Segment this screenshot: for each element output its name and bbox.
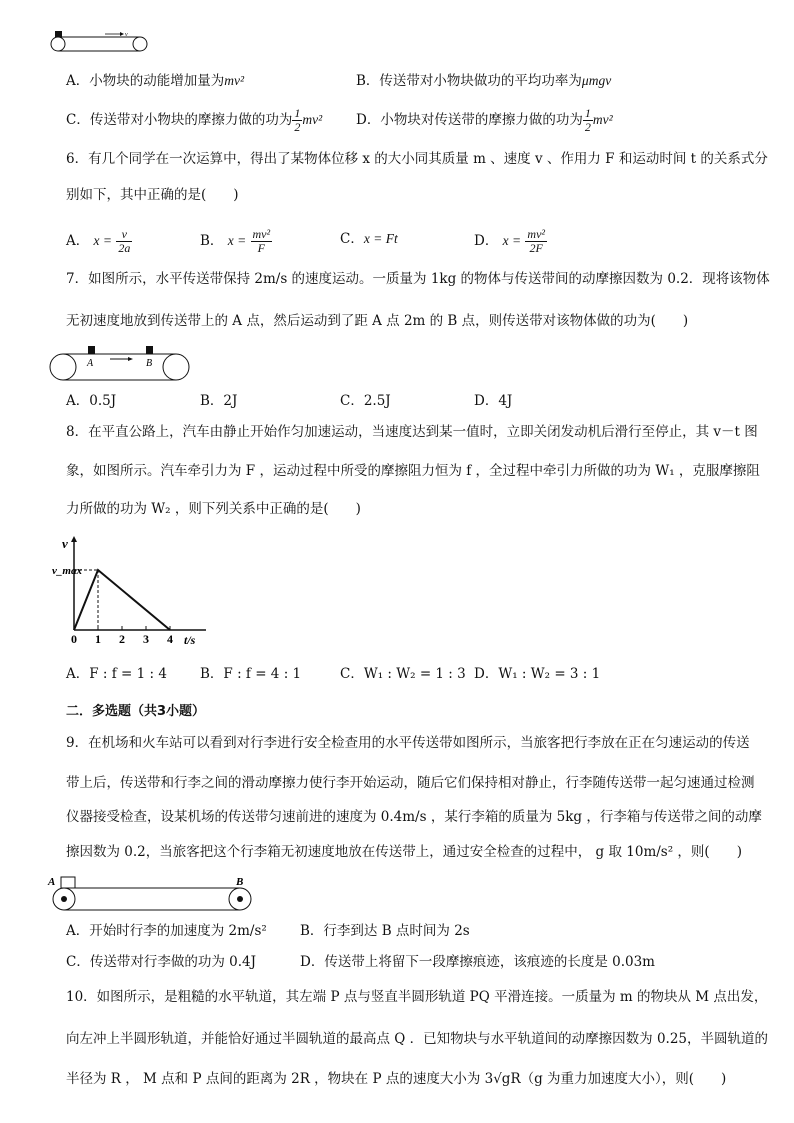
q8-option-b: B．F : f = 4 : 1 — [200, 666, 302, 682]
q6-option-d: D． x = $\frac{\text{mv²}}{2F}$ — [474, 227, 545, 255]
q9-conveyor-figure — [48, 874, 258, 914]
q10-line-3: 半径为 R ， M 点和 P 点间的距离为 2R ，物块在 P 点的速度大小为 3√gR（g 为重力加速度大小），则( ) — [66, 1071, 727, 1087]
y-axis-label: v — [62, 536, 68, 551]
q7-line-2: 无初速度地放到传送带上的 A 点，然后运动到了距 A 点 2m 的 B 点，则传送带对该物体做的功为( ) — [66, 313, 689, 329]
q10-line-2: 向左冲上半圆形轨道，并能恰好通过半圆轨道的最高点 Q ．已知物块与水平轨道间的动摩擦因数为 0.25，半圆轨道的 — [66, 1031, 768, 1047]
q8-option-c: C．W₁ : W₂ = 1 : 3 — [340, 666, 466, 682]
q7-option-b: B．2J — [200, 393, 238, 409]
q5-option-d: D．小物块对传送带的摩擦力做的功为 $\frac{1}{2}$ mv² — [356, 106, 613, 134]
q8-vt-chart — [52, 534, 216, 649]
y-axis-arrow — [71, 536, 77, 542]
q9-option-b: B．行李到达 B 点时间为 2s — [300, 923, 470, 939]
q9-fig-label-b: B — [236, 876, 244, 888]
q10-line-1: 10．如图所示，是粗糙的水平轨道，其左端 P 点与竖直半圆形轨道 PQ 平滑连接。一质量为 m 的物块从 M 点出发， — [66, 989, 768, 1005]
q6-line-1: 6．有几个同学在一次运算中，得出了某物体位移 x 的大小同其质量 m 、速度 v 、作用力 F 和运动时间 t 的关系式分 — [66, 151, 768, 167]
section-heading: 二．多选题（共3小题） — [66, 704, 206, 719]
q7-conveyor-figure — [48, 342, 193, 382]
top-fig-v-label: v — [125, 32, 128, 38]
q5-option-b: B．传送带对小物块做功的平均功率为μmgv — [356, 73, 612, 89]
q9-line-2: 带上后，传送带和行李之间的滑动摩擦力使行李开始运动，随后它们保持相对静止，行李随传送带一起匀速通过检测 — [66, 775, 755, 791]
q7-fig-label-a: A — [87, 358, 94, 369]
q6-line-2: 别如下，其中正确的是( ) — [66, 187, 239, 203]
q7-option-a: A．0.5J — [66, 393, 117, 409]
x-tick-label: 4 — [167, 632, 173, 646]
x-axis-label: t/s — [184, 633, 196, 647]
x-tick-label: 2 — [119, 632, 125, 646]
x-tick-label: 3 — [143, 632, 149, 646]
top-conveyor-figure — [50, 30, 150, 54]
q9-fig-label-a: A — [48, 876, 56, 888]
vt-series-line — [74, 570, 170, 630]
q7-option-d: D．4J — [474, 393, 513, 409]
q7-fig-label-b: B — [146, 358, 153, 369]
q8-line-1: 8．在平直公路上，汽车由静止开始作匀加速运动，当速度达到某一值时，立即关闭发动机后滑行至停止，其 v－t 图 — [66, 424, 758, 440]
q7-line-1: 7．如图所示，水平传送带保持 2m/s 的速度运动。一质量为 1kg 的物体与传送带间的动摩擦因数为 0.2．现将该物体 — [66, 271, 770, 287]
q9-option-a: A．开始时行李的加速度为 2m/s² — [66, 923, 267, 939]
q9-option-d: D．传送带上将留下一段摩擦痕迹，该痕迹的长度是 0.03m — [300, 954, 655, 970]
y-max-label: v_max — [52, 565, 82, 577]
q8-option-a: A．F : f = 1 : 4 — [66, 666, 167, 682]
q7-option-c: C．2.5J — [340, 393, 391, 409]
q5-option-a: A．小物块的动能增加量为mv² — [66, 73, 245, 89]
q8-line-2: 象，如图所示。汽车牵引力为 F ，运动过程中所受的摩擦阻力恒为 f ，全过程中牵引力所做的功为 W₁ ，克服摩擦阻 — [66, 463, 760, 479]
q9-option-c: C．传送带对行李做的功为 0.4J — [66, 954, 257, 970]
q9-line-4: 擦因数为 0.2，当旅客把这个行李箱无初速度地放在传送带上，通过安全检查的过程中， g 取 10m/s² ，则( ) — [66, 844, 742, 860]
q9-line-3: 仪器接受检查，设某机场的传送带匀速前进的速度为 0.4m/s ，某行李箱的质量为 5kg ，行李箱与传送带之间的动摩 — [66, 809, 762, 825]
x-tick-label: 0 — [71, 632, 77, 646]
q8-option-d: D．W₁ : W₂ = 3 : 1 — [474, 666, 601, 682]
x-tick-label: 1 — [95, 632, 101, 646]
q9-line-1: 9．在机场和火车站可以看到对行李进行安全检查用的水平传送带如图所示，当旅客把行李放在正在匀速运动的传送 — [66, 735, 750, 751]
q5-option-c: C．传送带对小物块的摩擦力做的功为 $\frac{1}{2}$ mv² — [66, 106, 323, 134]
q6-option-b: B． x = $\frac{\text{mv²}}{F}$ — [200, 227, 271, 255]
q8-line-3: 力所做的功为 W₂ ，则下列关系中正确的是( ) — [66, 501, 361, 517]
q6-option-c: C．x = Ft — [340, 231, 398, 247]
q6-option-a: A． x = $\frac{v}{2a}$ — [66, 227, 131, 255]
